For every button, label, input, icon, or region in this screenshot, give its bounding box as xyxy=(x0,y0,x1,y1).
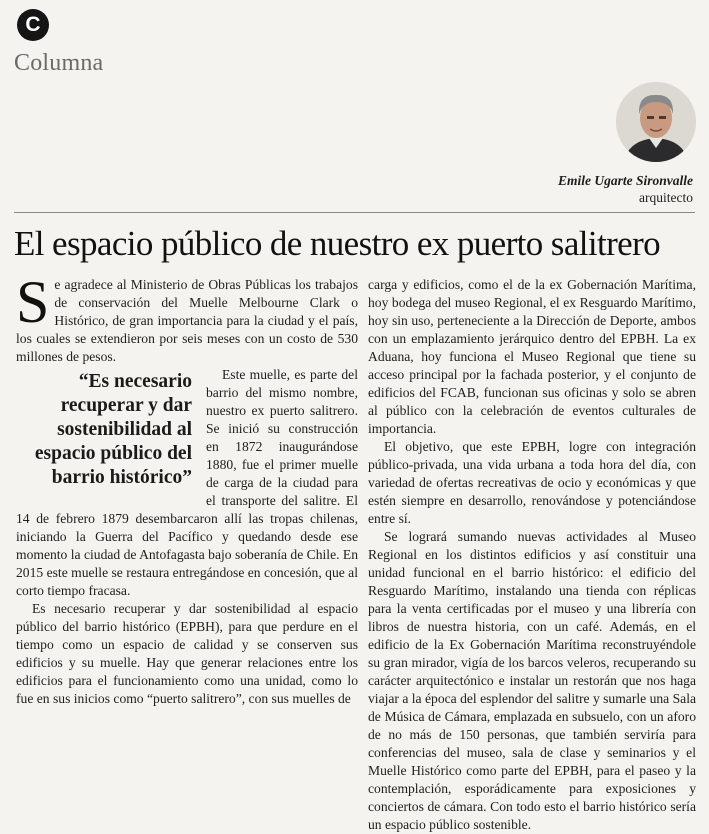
paragraph-2-text: Este muelle, es parte del barrio del mismo nombre, nuestro ex puerto salitrero. Se inició su construcción en 1872 inaugurándose 1880, fue el primer muelle de carga de la ciudad para el transporte del salitre. El 14 de febrero 1879 desembarcaron allí las tropas chilenas, iniciando la Guerra del Pacífico y quedando desde ese momento la ciudad de Antofagasta bajo soberanía de Chile. En 2015 este muelle se restaura entregándose en concesión, que al corto tiempo fracasa. xyxy=(16,367,359,598)
paragraph-3-continued: carga y edificios, como el de la ex Gobernación Marítima, hoy bodega del museo Regional, el ex Resguardo Marítimo, hoy sin uso, perteneciente a la Dirección de Deporte, ambos con un emplazamiento jerárquico dentro del EPBH. La ex Aduana, hoy funciona el Museo Regional que tiene su acceso principal por la fachada posterior, y el conjunto de edificios del FCAB, funcionan sus oficinas y solo se abren al público con la celebración de eventos culturales de importancia. xyxy=(368,277,696,436)
author-byline xyxy=(558,172,693,206)
column-badge: C xyxy=(17,9,49,41)
pull-quote: “Es necesario recuperar y dar sostenibilidad al espacio público del barrio histórico” xyxy=(34,371,192,488)
article-column-right xyxy=(368,276,696,834)
article-headline: El espacio público de nuestro ex puerto salitrero xyxy=(14,224,661,263)
paragraph-2 xyxy=(16,366,358,600)
drop-cap: S xyxy=(16,269,50,335)
section-label: Columna xyxy=(14,50,104,76)
author-role: arquitecto xyxy=(639,190,693,205)
headline-divider xyxy=(14,212,695,213)
paragraph-5: Se logrará sumando nuevas actividades al Museo Regional en los distintos edificios y así constituir una unidad funcional en el barrio histórico: el edificio del Resguardo Marítimo, instalando una tienda con réplicas para la venta certificadas por el museo y una librería con libros de nuestra historia, con un café. Además, en el edificio de la Ex Gobernación Marítima reconstruyéndole su gran mirador, vigía de los barcos veleros, recuperando su carácter arquitectónico e instalar un restorán que nos haga viajar a la época del esplendor del salitre y sumarle una Sala de Música de Cámara, emplazada en subsuelo, con un aforo de no más de 150 personas, que también serviría para conferencias del museo, sala de clase y seminarios y el Muelle Histórico como parte del EPBH, para el paseo y la contemplación, esporádicamente para exposiciones y conciertos de cámara. Con todo esto el barrio histórico sería un espacio público sostenible. xyxy=(368,529,697,832)
paragraph-1 xyxy=(16,269,358,366)
article-column-left xyxy=(16,269,359,708)
author-name: Emile Ugarte Sironvalle xyxy=(558,173,693,188)
paragraph-1-text: e agradece al Ministerio de Obras Públicas los trabajos de conservación del Muelle Melbourne Clark o Histórico, de gran importancia para la ciudad y el país, los cuales se extendieron por seis meses con un costo de 530 millones de pesos. xyxy=(16,277,358,364)
paragraph-3: Es necesario recuperar y dar sostenibilidad al espacio público del barrio histórico (EPBH), para que perdure en el tiempo como un espacio de calidad y se conserven sus edificios y su muelle. Hay que generar relaciones entre los edificios para el funcionamiento como una unidad, como lo fue en sus inicios como “puerto salitrero”, con sus muelles de xyxy=(16,601,358,706)
author-photo xyxy=(616,82,696,162)
paragraph-4: El objetivo, que este EPBH, logre con integración público-privada, una vida urbana a toda hora del día, con variedad de ofertas recreativas de ocio y económicas y que estén siempre en desarrollo, renovándose y potenciándose entre sí. xyxy=(368,439,696,526)
